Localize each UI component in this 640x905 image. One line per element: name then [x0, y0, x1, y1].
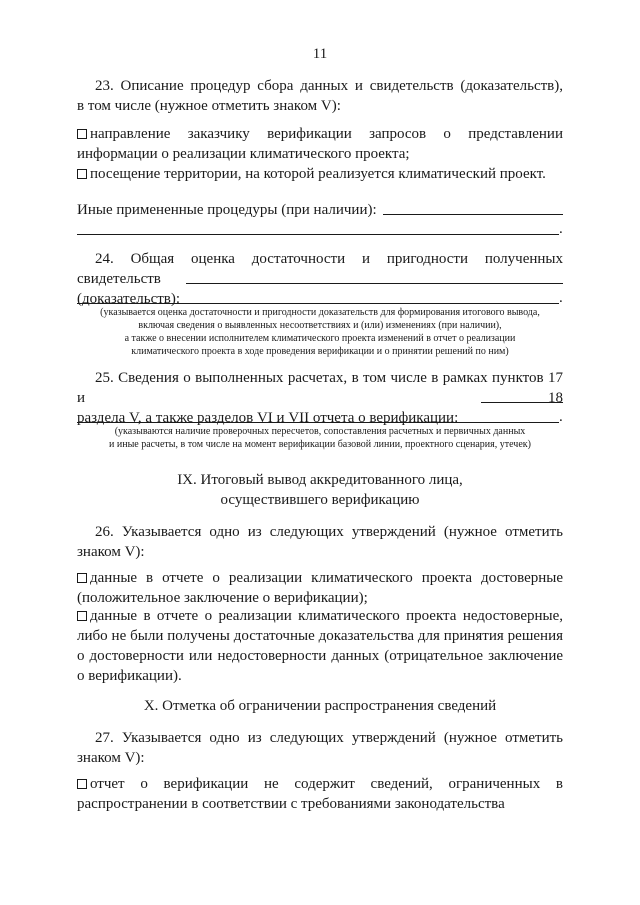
line-end-period: .	[559, 409, 563, 425]
section-26-title: 26. Указывается одно из следующих утверждений (нужное отметить знаком V):	[77, 524, 563, 560]
checkbox-icon[interactable]	[77, 129, 87, 139]
fill-line[interactable]	[383, 214, 563, 215]
section-27-option-1	[77, 774, 563, 814]
line-end-period: .	[559, 221, 563, 237]
section-23-option-2-text: посещение территории, на которой реализуется климатический проект.	[90, 166, 546, 182]
checkbox-icon[interactable]	[77, 779, 87, 789]
line-end-period: .	[559, 290, 563, 306]
section-23-title-line1: 23. Описание процедур сбора данных и свидетельств (доказательств),	[95, 78, 563, 94]
checkbox-icon[interactable]	[77, 573, 87, 583]
section-25-title-line1: 25. Сведения о выполненных расчетах, в том числе в рамках пунктов 17 и 18	[77, 370, 563, 406]
section-23-option-1	[77, 124, 563, 164]
section-24-note	[77, 306, 563, 358]
section-26-option-2	[77, 606, 563, 686]
checkbox-icon[interactable]	[77, 169, 87, 179]
section-27-title: 27. Указывается одно из следующих утверждений (нужное отметить знаком V):	[77, 730, 563, 766]
note-line: а также о внесении исполнителем климатического проекта изменений в отчет о реализации	[124, 333, 516, 344]
section-24-title-line2: (доказательств):	[77, 291, 181, 307]
section-26-option-2-text: данные в отчете о реализации климатического проекта недостоверные, либо не были получены достаточные доказательства для принятия решения о достоверности или недостоверности данных (отрицательное заключение о верификации).	[77, 608, 563, 684]
note-line: (указываются наличие проверочных пересчетов, сопоставления расчетных и первичных данных	[114, 426, 526, 437]
section-25-title-line2: раздела V, а также разделов VI и VII отчета о верификации:	[77, 410, 459, 426]
chapter-9-heading	[77, 470, 563, 510]
checkbox-icon[interactable]	[77, 611, 87, 621]
fill-line[interactable]	[77, 303, 559, 304]
section-23-title-line2: в том числе (нужное отметить знаком V):	[77, 98, 341, 114]
note-line: климатического проекта в ходе проведения верификации и о принятии решений по ним)	[131, 346, 509, 357]
note-line: и иные расчеты, в том числе на момент верификации базовой линии, проектного сценария, утечек)	[109, 439, 531, 450]
page-number: 11	[312, 46, 328, 62]
fill-line[interactable]	[186, 283, 563, 284]
section-25-note	[77, 425, 563, 451]
section-24-title	[77, 249, 563, 309]
section-23-option-2	[77, 164, 563, 184]
fill-line[interactable]	[481, 402, 563, 403]
section-26-option-1	[77, 568, 563, 608]
fill-line[interactable]	[77, 422, 559, 423]
chapter-9-heading-line2: осуществившего верификацию	[220, 492, 420, 508]
fill-line[interactable]	[77, 234, 559, 235]
chapter-9-heading-line1: IX. Итоговый вывод аккредитованного лица,	[177, 472, 463, 488]
note-line: включая сведения о выявленных несоответствиях и (или) изменениях (при наличии),	[138, 320, 502, 331]
section-23-other-label: Иные примененные процедуры (при наличии):	[77, 202, 377, 218]
section-27-option-1-text: отчет о верификации не содержит сведений, ограниченных в распространении в соответствии с требованиями законодательства	[77, 776, 563, 812]
section-24-title-line1: 24. Общая оценка достаточности и пригодности полученных свидетельств	[77, 251, 563, 287]
chapter-10-heading: X. Отметка об ограничении распространения сведений	[143, 698, 497, 714]
note-line: (указывается оценка достаточности и пригодности доказательств для формирования итогового вывода,	[100, 307, 540, 318]
section-26-option-1-text: данные в отчете о реализации климатического проекта достоверные (положительное заключение о верификации);	[77, 570, 563, 606]
section-25-title	[77, 368, 563, 428]
section-23-option-1-text: направление заказчику верификации запросов о представлении информации о реализации климатического проекта;	[77, 126, 563, 162]
section-23-title	[77, 76, 563, 116]
